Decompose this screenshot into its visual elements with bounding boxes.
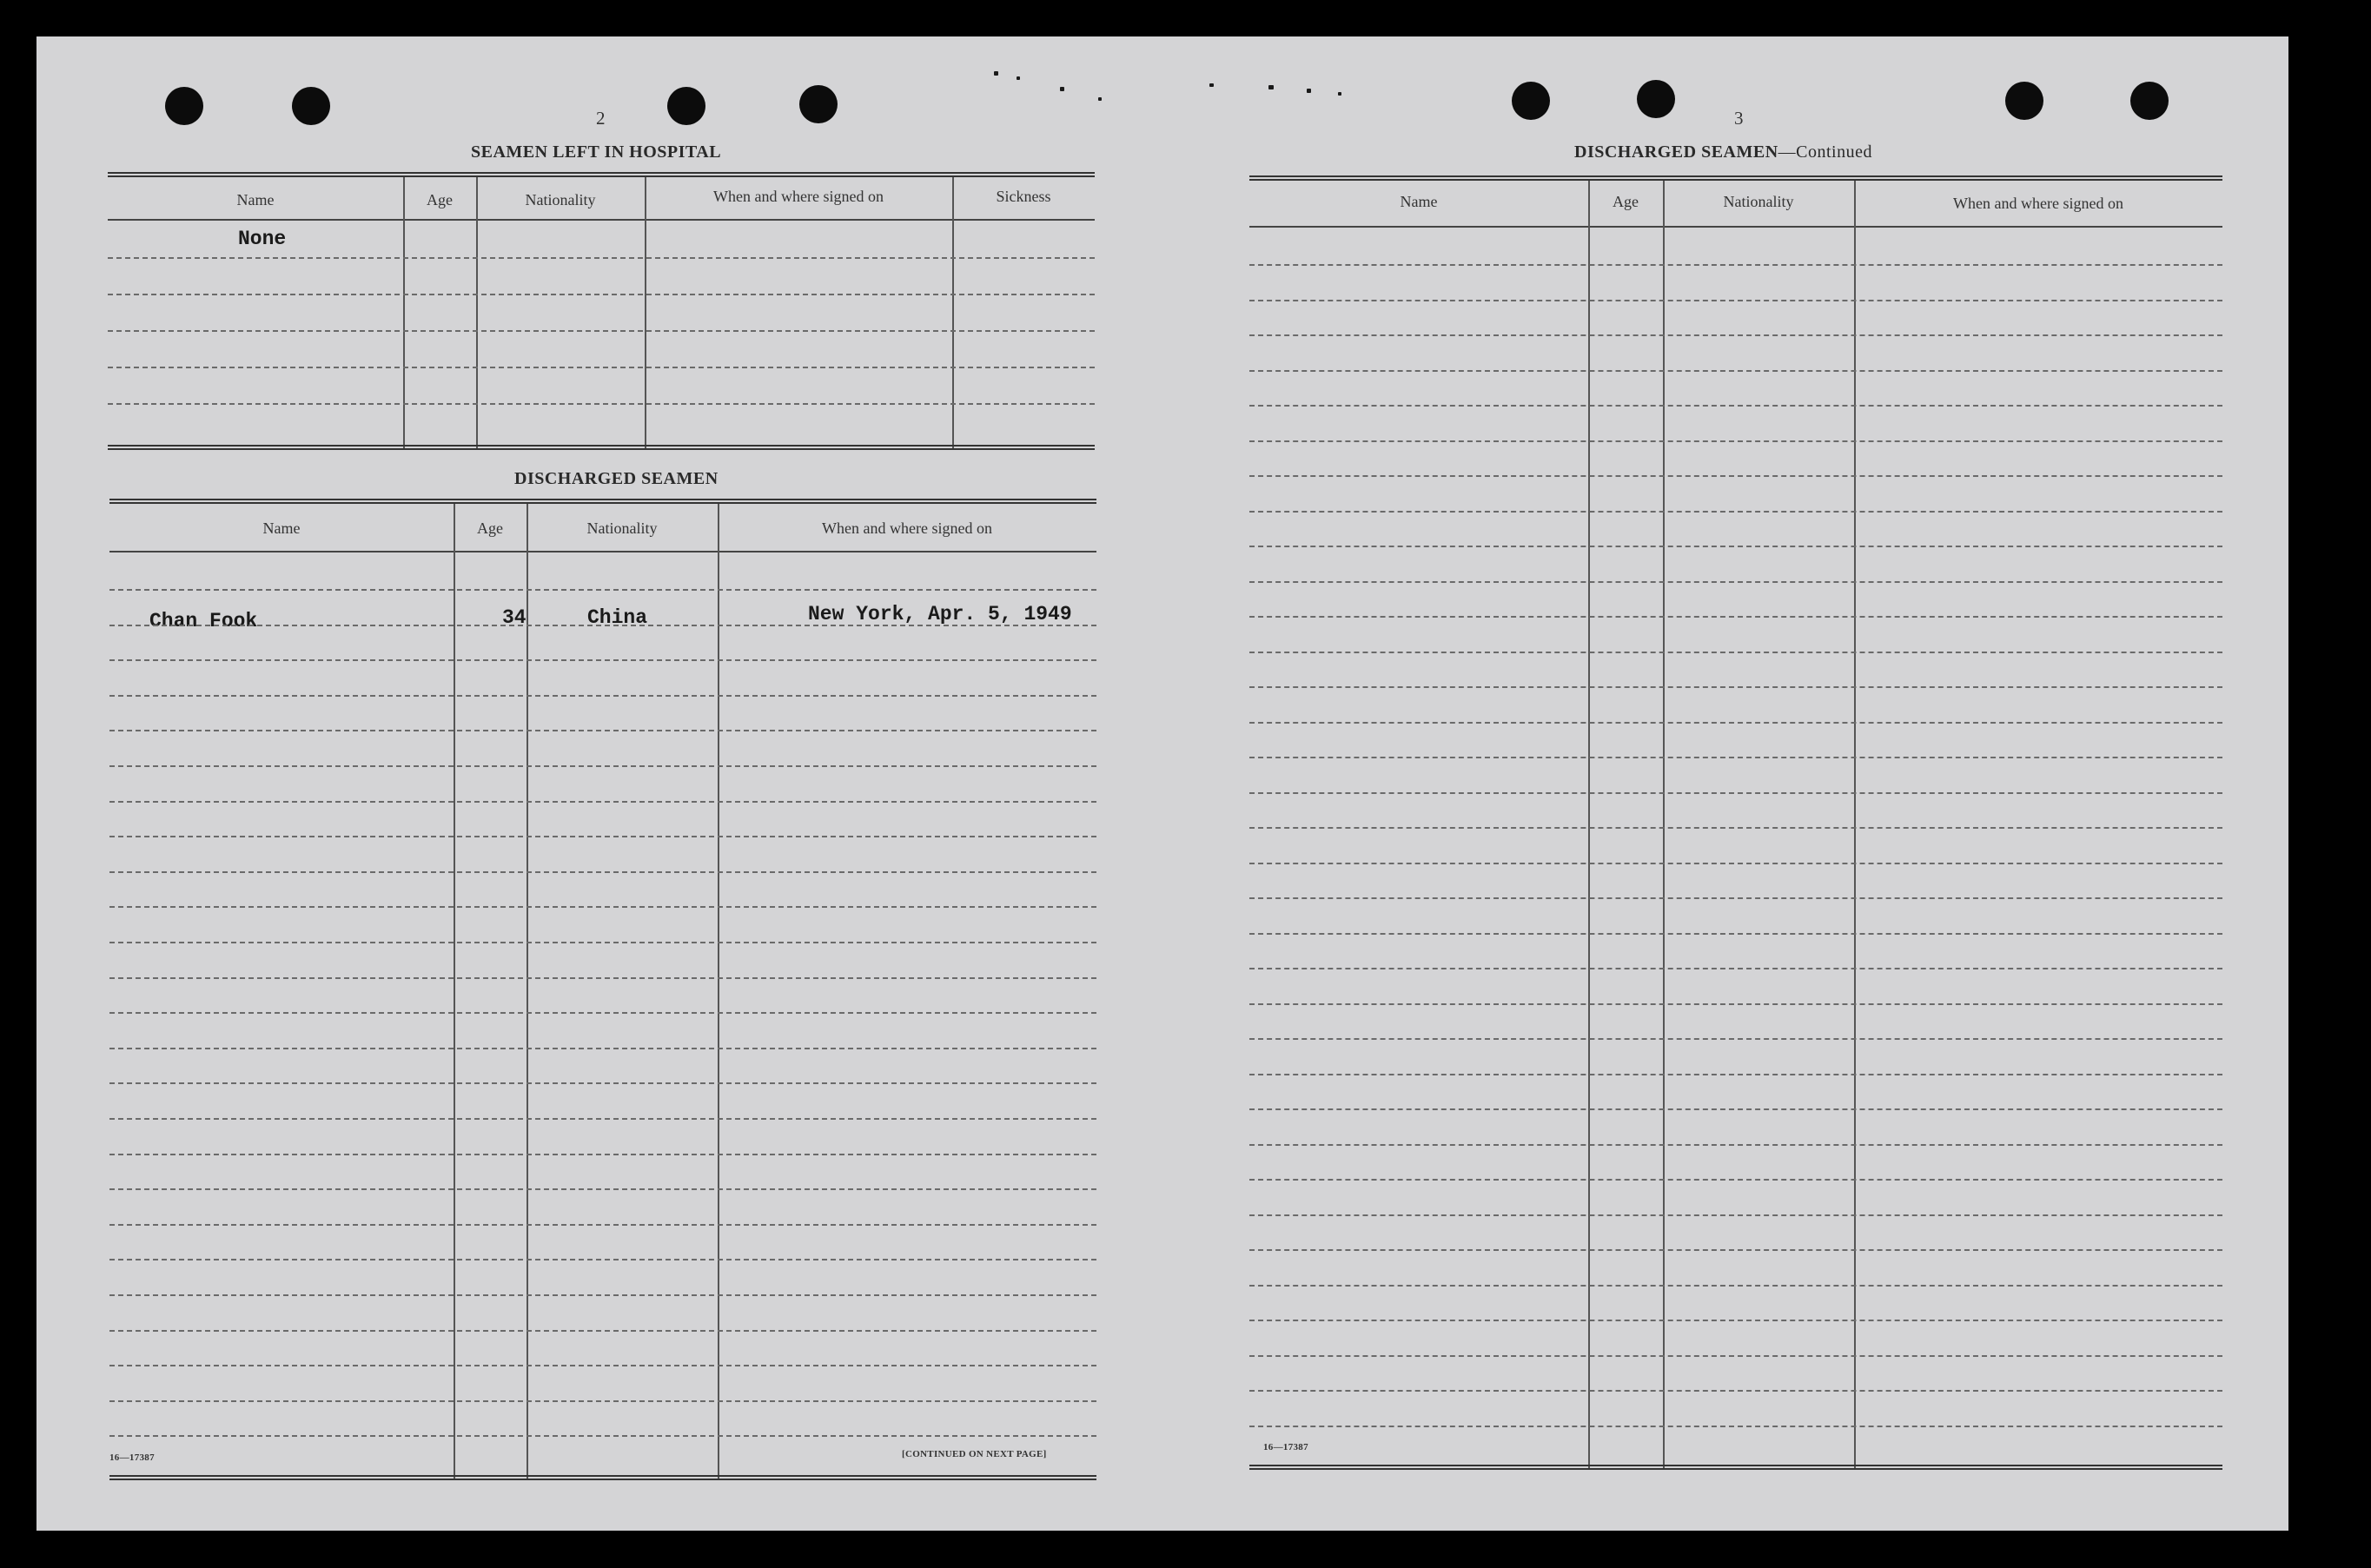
ruled-line: [1249, 334, 2222, 336]
seaman-signed-on: New York, Apr. 5, 1949: [808, 603, 1072, 625]
ink-speck: [1307, 89, 1311, 93]
ruled-line: [1249, 1390, 2222, 1392]
hospital-header-name: Name: [236, 191, 275, 208]
ruled-line: [1249, 1320, 2222, 1321]
ruled-line: [1249, 1074, 2222, 1075]
ruled-line: [109, 1435, 1096, 1437]
ruled-line: [1249, 757, 2222, 758]
ruled-line: [1249, 968, 2222, 969]
ruled-line: [109, 1118, 1096, 1120]
ruled-line: [1249, 827, 2222, 829]
ruled-line: [109, 730, 1096, 731]
ruled-line: [109, 1259, 1096, 1260]
punch-hole: [799, 85, 838, 123]
ruled-line: [1249, 652, 2222, 653]
ink-speck: [1060, 87, 1064, 91]
ink-speck: [1098, 97, 1102, 101]
continued-note: [CONTINUED ON NEXT PAGE]: [902, 1449, 1047, 1459]
ruled-line: [109, 1154, 1096, 1155]
right-form-number: 16—17387: [1263, 1442, 1308, 1452]
right-page-number: 3: [1734, 108, 1744, 129]
ruled-line: [109, 695, 1096, 697]
ruled-line: [109, 659, 1096, 661]
continued-header-signed-on: When and where signed on: [1953, 195, 2123, 212]
discharged-header-signed-on: When and where signed on: [822, 519, 992, 537]
ruled-line: [109, 942, 1096, 943]
left-page-number: 2: [596, 108, 606, 129]
left-form-number: 16—17387: [109, 1452, 155, 1463]
ruled-line: [1249, 863, 2222, 864]
ruled-line: [109, 625, 1096, 626]
hospital-header-nationality: Nationality: [525, 191, 596, 208]
ruled-line: [1249, 511, 2222, 513]
ink-speck: [1268, 85, 1274, 89]
hospital-entry-name: None: [238, 228, 287, 250]
ruled-line: [109, 836, 1096, 837]
hospital-section-title: SEAMEN LEFT IN HOSPITAL: [471, 142, 722, 162]
ruled-line: [109, 589, 1096, 591]
right-title-main: DISCHARGED SEAMEN: [1574, 142, 1778, 162]
ink-speck: [994, 71, 998, 76]
ruled-line: [109, 765, 1096, 767]
seaman-nationality: China: [587, 606, 648, 629]
continued-table: [1249, 175, 2222, 1473]
ruled-line: [1249, 1108, 2222, 1110]
ruled-line: [1249, 933, 2222, 935]
ruled-line: [1249, 616, 2222, 618]
discharged-header-name: Name: [262, 519, 301, 537]
ink-speck: [1338, 92, 1341, 96]
ruled-line: [1249, 722, 2222, 724]
ruled-line: [1249, 792, 2222, 794]
ruled-line: [1249, 686, 2222, 688]
ruled-line: [109, 1048, 1096, 1049]
continued-header-nationality: Nationality: [1723, 193, 1794, 210]
continued-header-name: Name: [1400, 193, 1438, 210]
ruled-line: [109, 1082, 1096, 1084]
ruled-line: [1249, 475, 2222, 477]
ink-speck: [1017, 76, 1020, 80]
ruled-line: [1249, 1144, 2222, 1146]
ruled-line: [109, 1188, 1096, 1190]
discharged-header-nationality: Nationality: [586, 519, 658, 537]
continued-header-age: Age: [1613, 193, 1639, 210]
ruled-line: [1249, 1179, 2222, 1181]
ruled-line: [1249, 300, 2222, 301]
seaman-age: 34: [502, 606, 527, 629]
punch-hole: [2130, 82, 2169, 120]
ruled-line: [109, 1012, 1096, 1014]
ruled-line: [1249, 1214, 2222, 1216]
ruled-line: [109, 977, 1096, 979]
right-title-continued: —Continued: [1778, 142, 1872, 162]
ruled-line: [1249, 1285, 2222, 1287]
ruled-line: [1249, 581, 2222, 583]
punch-hole: [292, 87, 330, 125]
ruled-line: [1249, 1426, 2222, 1427]
hospital-header-sickness: Sickness: [996, 188, 1051, 205]
ruled-line: [109, 801, 1096, 803]
ruled-line: [1249, 546, 2222, 547]
ruled-line: [1249, 264, 2222, 266]
ruled-line: [109, 1224, 1096, 1226]
ruled-line: [1249, 1038, 2222, 1040]
seaman-name: Chan Fook: [149, 610, 258, 632]
hospital-header-age: Age: [427, 191, 453, 208]
discharged-section-title: DISCHARGED SEAMEN: [514, 469, 719, 488]
ruled-line: [109, 1400, 1096, 1402]
punch-hole: [667, 87, 705, 125]
punch-hole: [165, 87, 203, 125]
punch-hole: [1637, 80, 1675, 118]
discharged-header-age: Age: [477, 519, 503, 537]
document-sheet: [36, 36, 2288, 1531]
ruled-line: [109, 871, 1096, 873]
punch-hole: [2005, 82, 2043, 120]
ruled-line: [1249, 1249, 2222, 1251]
ruled-line: [109, 906, 1096, 908]
ruled-line: [1249, 370, 2222, 372]
ruled-line: [109, 1330, 1096, 1332]
ruled-line: [1249, 405, 2222, 407]
right-section-title: [1574, 142, 1872, 162]
ink-speck: [1209, 83, 1214, 87]
ruled-line: [1249, 897, 2222, 899]
ruled-line: [1249, 1003, 2222, 1005]
ruled-line: [1249, 1355, 2222, 1357]
ruled-line: [109, 1365, 1096, 1366]
ruled-line: [109, 1294, 1096, 1296]
hospital-table: [108, 172, 1095, 452]
discharged-table: [109, 499, 1096, 1482]
ruled-line: [1249, 440, 2222, 442]
hospital-header-signed-on: When and where signed on: [713, 188, 884, 205]
punch-hole: [1512, 82, 1550, 120]
